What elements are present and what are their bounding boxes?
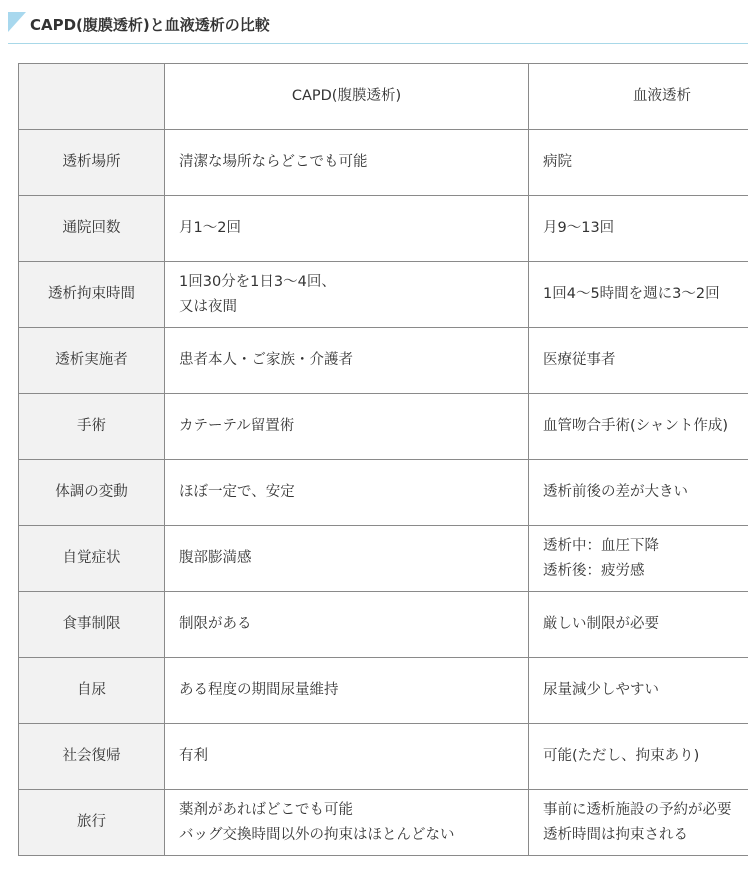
hemodialysis-cell <box>529 658 748 724</box>
capd-cell <box>165 790 529 856</box>
hemodialysis-cell <box>529 196 748 262</box>
cell-text-line: 薬剤があればどこでも可能 <box>179 801 353 818</box>
cell-text-line: ほぼ一定で、安定 <box>179 484 295 500</box>
cell-text-line: 月9～13回 <box>543 220 615 236</box>
cell-text-line: 厳しい制限が必要 <box>543 616 659 632</box>
hemodialysis-cell <box>529 130 748 196</box>
cell-text-line: バッグ交換時間以外の拘束はほとんどない <box>179 826 455 843</box>
cell-text-line: 又は夜間 <box>179 298 237 315</box>
row-label: 自覚症状 <box>19 526 165 592</box>
cell-text-line: 1回4～5時間を週に3～2回 <box>543 286 720 302</box>
hemodialysis-cell <box>529 592 748 658</box>
table-row <box>19 460 748 526</box>
row-label: 透析拘束時間 <box>19 262 165 328</box>
cell-text-line: 腹部膨満感 <box>179 550 252 566</box>
table-row <box>19 262 748 328</box>
cell-text-line: 血管吻合手術(シャント作成) <box>543 418 729 434</box>
table-body <box>19 130 748 856</box>
cell-text-line: 尿量減少しやすい <box>543 682 659 698</box>
capd-cell <box>165 724 529 790</box>
cell-text-line: 医療従事者 <box>543 352 616 368</box>
table-row <box>19 328 748 394</box>
cell-text-line: ある程度の期間尿量維持 <box>179 682 339 698</box>
capd-cell <box>165 592 529 658</box>
table-row <box>19 130 748 196</box>
row-label: 透析場所 <box>19 130 165 196</box>
hemodialysis-cell <box>529 460 748 526</box>
row-label: 食事制限 <box>19 592 165 658</box>
hemodialysis-cell <box>529 328 748 394</box>
heading-title: CAPD(腹膜透析)と血液透析の比較 <box>30 16 270 34</box>
cell-text-line: 病院 <box>543 154 572 170</box>
cell-text-line: 月1～2回 <box>179 220 241 236</box>
row-label: 自尿 <box>19 658 165 724</box>
cell-text-line: 透析時間は拘束される <box>543 826 688 843</box>
cell-text-line: 有利 <box>179 748 208 764</box>
table-row <box>19 394 748 460</box>
row-label: 体調の変動 <box>19 460 165 526</box>
table-row <box>19 658 748 724</box>
row-label: 手術 <box>19 394 165 460</box>
cell-text-line: 患者本人・ご家族・介護者 <box>179 352 353 368</box>
header-hemodialysis: 血液透析 <box>529 64 748 130</box>
hemodialysis-cell <box>529 394 748 460</box>
cell-text-line: カテーテル留置術 <box>179 418 295 434</box>
capd-cell <box>165 196 529 262</box>
capd-cell <box>165 526 529 592</box>
table-row <box>19 790 748 856</box>
cell-text-line: 透析後：疲労感 <box>543 562 645 579</box>
capd-cell <box>165 130 529 196</box>
capd-cell <box>165 460 529 526</box>
hemodialysis-cell <box>529 526 748 592</box>
hemodialysis-cell <box>529 790 748 856</box>
row-label: 旅行 <box>19 790 165 856</box>
table-header-row <box>19 64 748 130</box>
cell-text-line: 1回30分を1日3～4回、 <box>179 273 336 290</box>
section-heading <box>8 8 748 44</box>
capd-cell <box>165 262 529 328</box>
table-row <box>19 592 748 658</box>
row-label: 通院回数 <box>19 196 165 262</box>
row-label: 社会復帰 <box>19 724 165 790</box>
table-row <box>19 724 748 790</box>
comparison-table <box>18 63 748 856</box>
header-capd: CAPD(腹膜透析) <box>165 64 529 130</box>
cell-text-line: 透析前後の差が大きい <box>543 484 688 500</box>
hemodialysis-cell <box>529 724 748 790</box>
table-row <box>19 196 748 262</box>
hemodialysis-cell <box>529 262 748 328</box>
header-corner-cell <box>19 64 165 130</box>
cell-text-line: 可能(ただし、拘束あり) <box>543 748 700 764</box>
heading-triangle-icon <box>8 12 26 32</box>
cell-text-line: 清潔な場所ならどこでも可能 <box>179 154 368 170</box>
cell-text-line: 事前に透析施設の予約が必要 <box>543 801 732 818</box>
row-label: 透析実施者 <box>19 328 165 394</box>
capd-cell <box>165 328 529 394</box>
cell-text-line: 制限がある <box>179 616 252 632</box>
capd-cell <box>165 394 529 460</box>
capd-cell <box>165 658 529 724</box>
table-row <box>19 526 748 592</box>
cell-text-line: 透析中：血圧下降 <box>543 537 659 554</box>
